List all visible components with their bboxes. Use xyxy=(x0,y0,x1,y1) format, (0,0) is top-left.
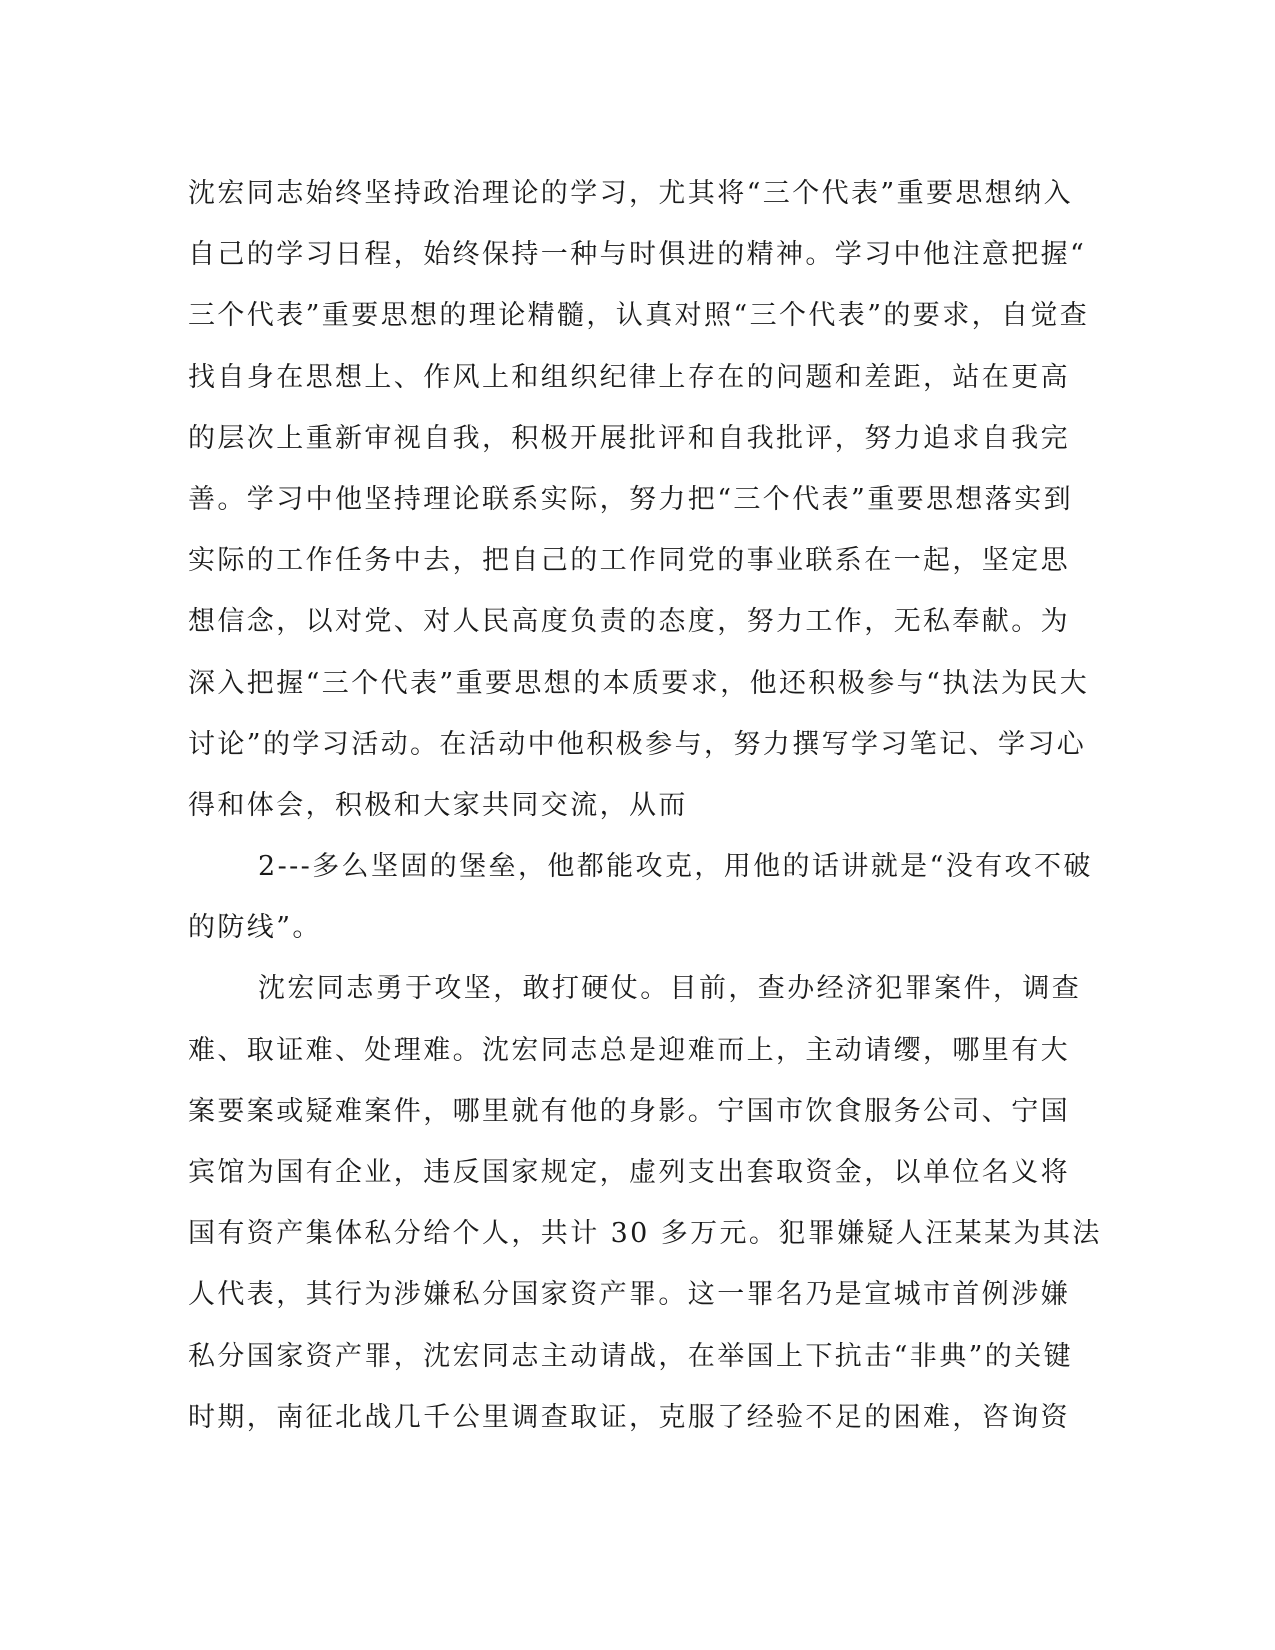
paragraph-1-line-11: 得和体会，积极和大家共同交流，从而 xyxy=(188,789,688,821)
paragraph-1-line-8: 想信念，以对党、对人民高度负责的态度，努力工作，无私奉献。为 xyxy=(188,606,1070,638)
paragraph-1-line-9: 深入把握“三个代表”重要思想的本质要求，他还积极参与“执法为民大 xyxy=(188,667,1090,699)
paragraph-1-line-5: 的层次上重新审视自我，积极开展批评和自我批评，努力追求自我完 xyxy=(188,422,1070,454)
paragraph-3-line-5: 国有资产集体私分给个人，共计 30 多万元。犯罪嫌疑人汪某某为其法 xyxy=(188,1218,1102,1250)
paragraph-1-line-2: 自己的学习日程，始终保持一种与时俱进的精神。学习中他注意把握“ xyxy=(188,239,1087,271)
paragraph-3-line-6: 人代表，其行为涉嫌私分国家资产罪。这一罪名乃是宣城市首例涉嫌 xyxy=(188,1279,1070,1311)
paragraph-3-line-2: 难、取证难、处理难。沈宏同志总是迎难而上，主动请缨，哪里有大 xyxy=(188,1034,1070,1066)
paragraph-1-line-4: 找自身在思想上、作风上和组织纪律上存在的问题和差距，站在更高 xyxy=(188,361,1070,393)
paragraph-1-line-6: 善。学习中他坚持理论联系实际，努力把“三个代表”重要思想落实到 xyxy=(188,483,1074,515)
paragraph-3-line-1: 沈宏同志勇于攻坚，敢打硬仗。目前，查办经济犯罪案件，调查 xyxy=(258,973,1082,1005)
paragraph-2-line-1: 2---多么坚固的堡垒，他都能攻克，用他的话讲就是“没有攻不破 xyxy=(258,851,1093,883)
paragraph-1-line-7: 实际的工作任务中去，把自己的工作同党的事业联系在一起，坚定思 xyxy=(188,545,1070,577)
paragraph-3-line-7: 私分国家资产罪，沈宏同志主动请战，在举国上下抗击“非典”的关键 xyxy=(188,1340,1074,1372)
paragraph-3-line-8: 时期，南征北战几千公里调查取证，克服了经验不足的困难，咨询资 xyxy=(188,1401,1070,1433)
paragraph-1-line-3: 三个代表”重要思想的理论精髓，认真对照“三个代表”的要求，自觉查 xyxy=(188,300,1090,332)
paragraph-3-line-4: 宾馆为国有企业，违反国家规定，虚列支出套取资金，以单位名义将 xyxy=(188,1157,1070,1188)
paragraph-1-line-10: 讨论”的学习活动。在活动中他积极参与，努力撰写学习笔记、学习心 xyxy=(188,728,1087,760)
paragraph-3-line-3: 案要案或疑难案件，哪里就有他的身影。宁国市饮食服务公司、宁国 xyxy=(188,1095,1070,1127)
document-body xyxy=(188,163,1102,1448)
paragraph-1-line-1: 沈宏同志始终坚持政治理论的学习，尤其将“三个代表”重要思想纳入 xyxy=(188,178,1074,209)
paragraph-2-line-2: 的防线”。 xyxy=(188,912,322,944)
